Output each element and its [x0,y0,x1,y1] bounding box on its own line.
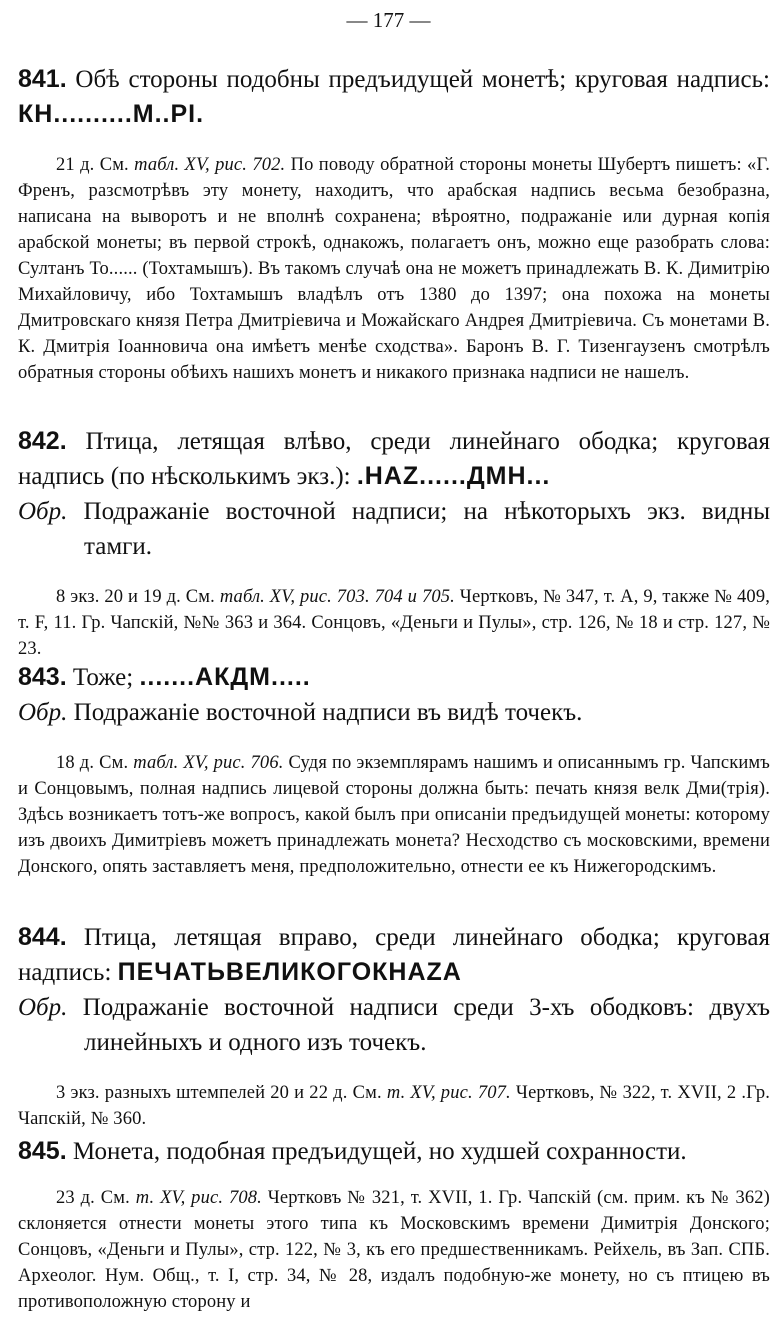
note-text: Чертковъ № 321, т. XVII, 1. Гр. Чапскій (см. прим. къ № 362) склоняется отнести монеты этого типа къ Московскимъ времени Димитрія Донского; Сонцовъ, «Деньги и Пулы», стр. 122, № 3, къ его предшественникамъ. Рейхель, въ Зап. СПБ. Археолог. Нум. Общ., т. I, стр. 34, № 28, издалъ подобную-же монету, но съ птицею въ противоположную сторону и [18,1188,770,1312]
note-text: Судя по экземплярамъ нашимъ и описаннымъ гр. Чапскимъ и Сонцовымъ, полная надпись лицевой стороны должна быть: печать князя велк Дми(трія). Здѣсь возникаетъ тотъ-же вопросъ, какой былъ при описаніи предъидущей монеты: которому изъ двоихъ Димитріевъ можетъ принадлежать монета? Несходство съ московскими, времени Донского, опять заставляетъ меня, предположительно, отнести ее къ Нижегородскимъ. [18,753,770,877]
reverse-description [18,990,770,1060]
entry-description [18,62,770,132]
note-start: 8 экз. 20 и 19 д. См. [56,587,220,607]
entry-text: Птица, летящая влѣво, среди линейнаго ободка; круговая надпись (по нѣсколькимъ экз.): [18,428,770,490]
entry-number: 842. [18,427,67,455]
note-text: Чертковъ, № 347, т. А, 9, также № 409, т. F, 11. Гр. Чапскій, №№ 363 и 364. Сонцовъ, «Деньги и Пулы», стр. 126, № 18 и стр. 127, № 23. [18,587,770,659]
entry-text: Монета, подобная предъидущей, но худшей сохранности. [66,1138,687,1165]
reverse-text: Подражаніе восточной надписи въ видѣ точекъ. [67,699,583,726]
plate-reference: табл. XV, рис. 703. 704 и 705. [219,587,455,607]
note-text: Чертковъ, № 322, т. XVII, 2 .Гр. Чапскій, № 360. [18,1083,771,1129]
entry-number: 845. [18,1137,67,1165]
reverse-description [18,695,770,730]
coin-legend: .НАZ......ДМН... [356,462,551,490]
entry-number: 841. [18,65,67,93]
coin-legend: .......АКДМ..... [139,663,311,691]
reverse-label: Обр. [18,699,68,726]
plate-reference: т. XV, рис. 708. [135,1188,262,1208]
entry-note [18,584,770,662]
entry-description [18,424,770,494]
plate-reference: табл. XV, рис. 706. [133,753,284,773]
note-start: 3 экз. разныхъ штемпелей 20 и 22 д. См. [56,1083,387,1103]
catalog-entry-842 [18,424,770,662]
catalog-entry-843 [18,660,770,880]
entry-description [18,1134,770,1169]
reverse-description [18,494,770,564]
reverse-text: Подражаніе восточной надписи; на нѣкоторыхъ экз. видны тамги. [67,498,770,560]
page-number: — 177 — [346,8,431,32]
catalog-entry-841 [18,62,770,386]
reverse-label: Обр. [18,498,68,525]
plate-reference: табл. XV, рис. 702. [134,155,286,175]
catalog-entry-844 [18,920,770,1132]
entry-number: 844. [18,923,67,951]
note-start: 18 д. См. [56,753,134,773]
note-text: По поводу обратной стороны монеты Шубертъ пишетъ: «Г. Френъ, разсмотрѣвъ эту монету, находитъ, что арабская надпись весьма безобразна, написана на выворотъ и не вполнѣ сохранена; вѣроятно, подражаніе или дурная копія арабской монеты; въ первой строкѣ, однакожъ, полагаетъ онъ, можно еще разобрать слова: Султанъ То...... (Тохтамышъ). Въ такомъ случаѣ она не можетъ принадлежать В. К. Димитрію Михайловичу, ибо Тохтамышъ владѣлъ отъ 1380 до 1397; она похожа на монеты Дмитровскаго князя Петра Дмитріевича и Можайскаго Андрея Дмитріевича. Съ монетами В. К. Дмитрія Іоанновича она имѣетъ менѣе сходства». Баронъ В. Г. Тизенгаузенъ смотрѣлъ обратныя стороны обѣихъ нашихъ монетъ и никакого признака надписи не нашелъ. [18,155,770,383]
entry-number: 843. [18,663,67,691]
coin-legend: КН..........М..РІ. [18,100,205,128]
entry-text: Тоже; [66,664,140,691]
catalog-entry-845 [18,1134,770,1315]
note-start: 21 д. См. [56,155,135,175]
note-start: 23 д. См. [56,1188,136,1208]
entry-note [18,152,770,386]
entry-note [18,1185,770,1315]
entry-text: Обѣ стороны подобны предъидущей монетѣ; круговая надпись: [66,66,770,93]
entry-note [18,750,770,880]
entry-note [18,1080,770,1132]
entry-description [18,920,770,990]
coin-legend: ПЕЧАТЬВЕЛИКОГОКНАZА [117,958,462,986]
entry-description [18,660,770,695]
reverse-label: Обр. [18,994,68,1021]
entry-text: Птица, летящая вправо, среди линейнаго ободка; круговая надпись: [18,924,770,986]
plate-reference: т. XV, рис. 707. [386,1083,511,1103]
reverse-text: Подражаніе восточной надписи среди 3-хъ ободковъ: двухъ линейныхъ и одного изъ точекъ. [67,994,770,1056]
